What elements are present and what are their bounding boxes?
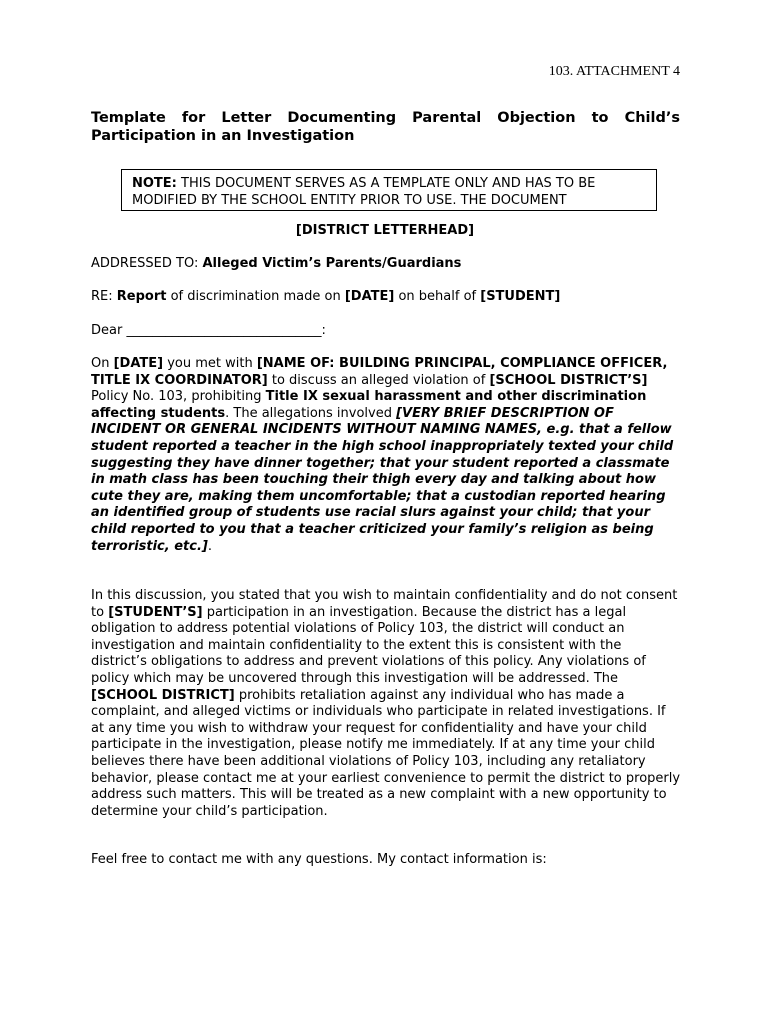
re-student: [STUDENT] <box>480 289 561 304</box>
para2-text-1: In this discussion, you stated that you wish to maintain confidentiality and do not consent to <box>91 588 678 620</box>
para1-date: [DATE] <box>113 356 164 371</box>
para1-policy-subject: Title IX sexual harassment and other discrimination affecting students <box>91 389 647 421</box>
document-title <box>91 109 680 145</box>
title-line-2: Participation in an Investigation <box>91 128 355 144</box>
re-line <box>91 289 681 306</box>
note-box <box>121 169 657 211</box>
title-line-1: Template for Letter Documenting Parental Objection to Child’s <box>91 110 680 126</box>
addressed-to-line <box>91 256 681 273</box>
re-report: Report <box>116 289 167 304</box>
re-prefix: RE: <box>91 289 117 304</box>
para1-school-district: [SCHOOL DISTRICT’S] <box>489 372 648 388</box>
paragraph-meeting <box>91 356 681 555</box>
letterhead-placeholder: [DISTRICT LETTERHEAD] <box>295 223 475 238</box>
closing-line: Feel free to contact me with any questions. My contact information is: <box>91 852 547 867</box>
para1-text-3: to discuss an alleged violation of <box>267 372 490 388</box>
para1-text-1: On <box>91 356 114 371</box>
para1-text-5: . The allegations involved <box>225 405 397 421</box>
para1-text-4: Policy No. 103, prohibiting <box>91 389 266 405</box>
para2-text-2: participation in an investigation. Because the district has a legal obligation to address potential violations of Policy 103, the district will conduct an investigation and maintain confidentiality to the extent this is consistent with the district’s obligations to address and prevent violations of this policy. Any violations of policy which may be uncovered through this investigation will be addressed. The <box>91 604 646 686</box>
note-text: THIS DOCUMENT SERVES AS A TEMPLATE ONLY AND HAS TO BE MODIFIED BY THE SCHOOL ENTITY PRIOR TO USE. THE DOCUMENT <box>132 176 596 208</box>
attachment-label: 103. ATTACHMENT 4 <box>548 64 680 79</box>
para2-school-district: [SCHOOL DISTRICT] <box>91 687 235 703</box>
paragraph-confidentiality <box>91 588 681 820</box>
salutation: Dear ______________________________: <box>91 323 326 338</box>
addressed-prefix: ADDRESSED TO: <box>91 256 203 271</box>
para1-text-2: you met with <box>163 356 257 371</box>
re-date: [DATE] <box>344 289 395 304</box>
para1-name-of: [NAME OF: BUILDING PRINCIPAL, COMPLIANCE OFFICER, TITLE IX COORDINATOR] <box>91 356 668 388</box>
re-mid1: of discrimination made on <box>166 289 345 304</box>
note-label: NOTE: <box>132 176 177 191</box>
addressed-value: Alleged Victim’s Parents/Guardians <box>202 256 462 271</box>
para2-student: [STUDENT’S] <box>108 604 203 620</box>
para1-incident-description: [VERY BRIEF DESCRIPTION OF INCIDENT OR GENERAL INCIDENTS WITHOUT NAMING NAMES, e.g. that a fellow student reported a teacher in the high school inappropriately texted your child suggesting they have dinner together; that your student reported a classmate in math class has been touching their thigh every day and talking about how cute they are, making them uncomfortable; that a custodian reported hearing an identified group of students use racial slurs against your child; that your child reported to you that a teacher criticized your family’s religion as being terroristic, etc.] <box>91 405 674 554</box>
re-mid2: on behalf of <box>394 289 481 304</box>
para1-text-6: . <box>207 538 212 554</box>
para2-text-3: prohibits retaliation against any individual who has made a complaint, and alleged victims or individuals who participate in related investigations. If at any time you wish to withdraw your request for confidentiality and have your child participate in the investigation, please notify me immediately. If at any time your child believes there have been additional violations of Policy 103, including any retaliatory behavior, please contact me at your earliest convenience to permit the district to properly address such matters. This will be treated as a new complaint with a new opportunity to determine your child’s participation. <box>91 687 681 819</box>
